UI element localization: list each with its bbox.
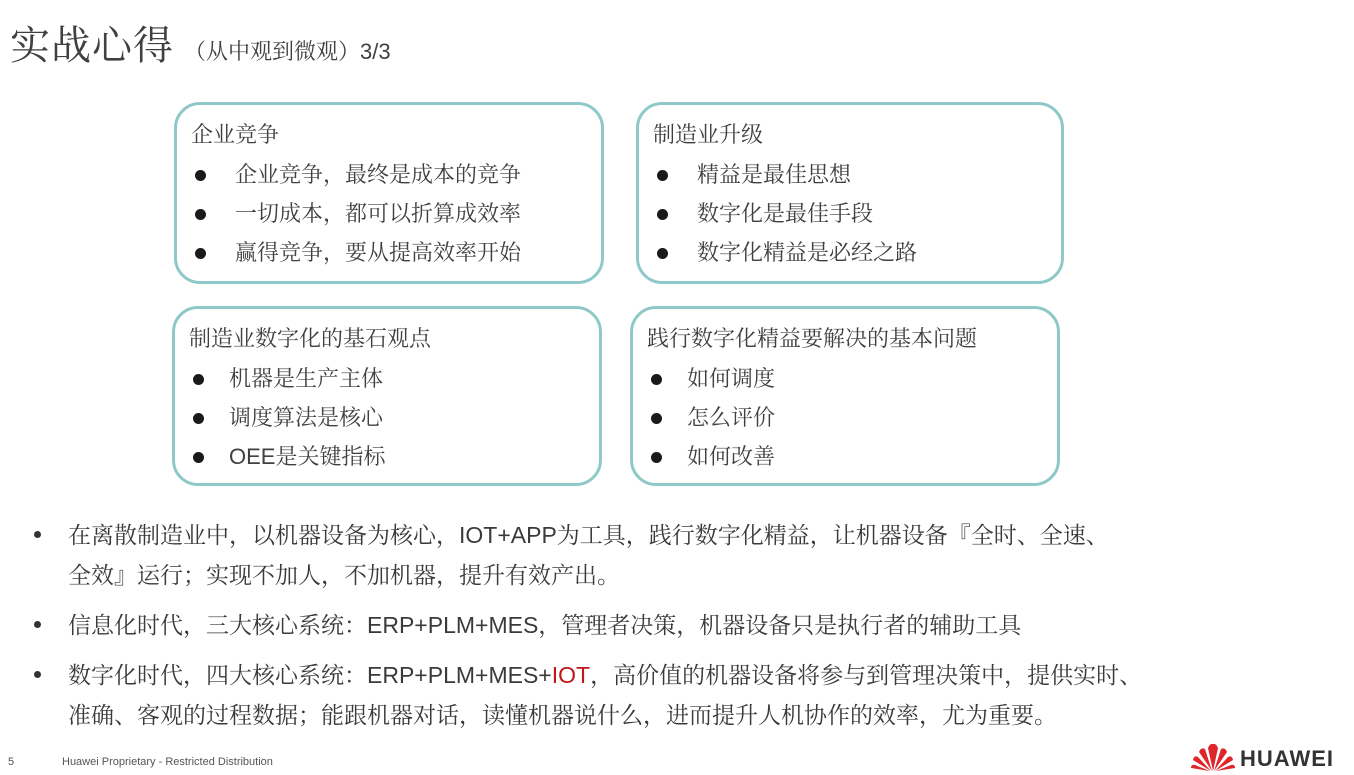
box-enterprise-competition <box>174 102 604 284</box>
bullet-dot-icon <box>657 170 668 181</box>
box-heading: 制造业升级 <box>653 122 764 147</box>
list-item: 企业竞争，最终是成本的竞争 <box>191 155 587 194</box>
bullet-dot-icon <box>657 209 668 220</box>
summary-bullets <box>30 515 1330 745</box>
iot-highlight: IOT <box>551 662 591 688</box>
bullet-discrete-manufacturing: 在离散制造业中，以机器设备为核心，IOT+APP为工具，践行数字化精益，让机器设备『全时、全速、 全效』运行；实现不加人，不加机器，提升有效产出。 <box>30 515 1330 595</box>
list-item: 一切成本，都可以折算成效率 <box>191 194 587 233</box>
bullet-dot-icon <box>195 209 206 220</box>
list-item: 机器是生产主体 <box>189 359 585 398</box>
bullet-dot-icon <box>193 413 204 424</box>
box-heading: 企业竞争 <box>191 122 280 147</box>
list-item: 精益是最佳思想 <box>653 155 1047 194</box>
bullet-information-era: 信息化时代，三大核心系统：ERP+PLM+MES，管理者决策，机器设备只是执行者的辅助工具 <box>30 605 1330 645</box>
box-digitalization-cornerstone <box>172 306 602 486</box>
bullet-dot-icon <box>193 374 204 385</box>
list-item: 如何调度 <box>647 359 1043 398</box>
footer <box>0 750 1354 775</box>
bullet-dot-icon <box>651 452 662 463</box>
proprietary-notice: Huawei Proprietary - Restricted Distribution <box>62 756 273 768</box>
bullet-digital-era: 数字化时代，四大核心系统：ERP+PLM+MES+IOT，高价值的机器设备将参与到管理决策中，提供实时、 准确、客观的过程数据；能跟机器对话，读懂机器说什么，进而提升人机协作的效率，尤为重要。 <box>30 655 1330 735</box>
box-basic-problems <box>630 306 1060 486</box>
box-manufacturing-upgrade <box>636 102 1064 284</box>
huawei-flower-icon <box>1190 742 1236 772</box>
bullet-dot-icon <box>34 531 41 538</box>
list-item: 赢得竞争，要从提高效率开始 <box>191 233 587 272</box>
bullet-dot-icon <box>195 248 206 259</box>
list-item: 数字化精益是必经之路 <box>653 233 1047 272</box>
box-heading: 践行数字化精益要解决的基本问题 <box>647 326 978 351</box>
list-item: OEE是关键指标 <box>189 437 585 476</box>
list-item: 调度算法是核心 <box>189 398 585 437</box>
bullet-dot-icon <box>657 248 668 259</box>
page-title <box>10 14 391 71</box>
box-heading: 制造业数字化的基石观点 <box>189 326 432 351</box>
bullet-dot-icon <box>193 452 204 463</box>
page-number: 5 <box>8 756 15 768</box>
bullet-dot-icon <box>651 413 662 424</box>
list-item: 如何改善 <box>647 437 1043 476</box>
list-item: 数字化是最佳手段 <box>653 194 1047 233</box>
logo-text: HUAWEI <box>1240 746 1334 771</box>
list-item: 怎么评价 <box>647 398 1043 437</box>
title-sub: （从中观到微观）3/3 <box>184 39 391 64</box>
bullet-dot-icon <box>34 621 41 628</box>
bullet-dot-icon <box>34 671 41 678</box>
bullet-dot-icon <box>195 170 206 181</box>
bullet-dot-icon <box>651 374 662 385</box>
title-main: 实战心得 <box>10 24 174 68</box>
